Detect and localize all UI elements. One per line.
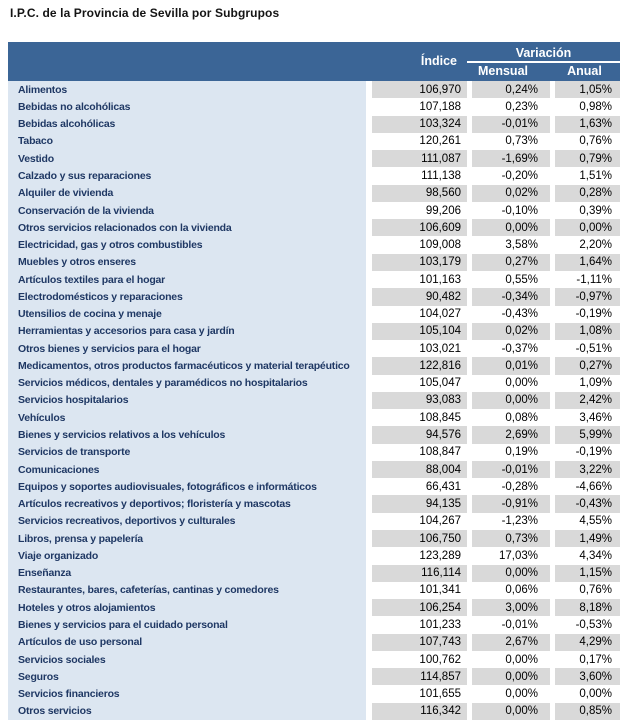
row-label: Servicios hospitalarios [8, 392, 366, 409]
row-mensual: 0,02% [472, 185, 550, 202]
row-anual: 1,05% [555, 81, 620, 98]
row-indice: 66,431 [372, 478, 467, 495]
row-label: Restaurantes, bares, cafeterías, cantinas y comedores [8, 582, 366, 599]
row-label: Libros, prensa y papelería [8, 530, 366, 547]
row-label: Servicios médicos, dentales y paramédicos no hospitalarios [8, 375, 366, 392]
table-row [8, 599, 620, 616]
row-mensual: -0,34% [472, 288, 550, 305]
row-mensual: -1,23% [472, 513, 550, 530]
table-row [8, 375, 620, 392]
table-row [8, 98, 620, 115]
row-mensual: 0,00% [472, 219, 550, 236]
row-indice: 98,560 [372, 185, 467, 202]
row-indice: 108,847 [372, 444, 467, 461]
table-row [8, 236, 620, 253]
row-indice: 103,021 [372, 340, 467, 357]
table-row [8, 306, 620, 323]
row-label: Otros bienes y servicios para el hogar [8, 340, 366, 357]
table-row [8, 219, 620, 236]
row-label: Muebles y otros enseres [8, 254, 366, 271]
table-row [8, 167, 620, 184]
row-label: Servicios recreativos, deportivos y culturales [8, 513, 366, 530]
row-indice: 90,482 [372, 288, 467, 305]
row-mensual: 0,73% [472, 133, 550, 150]
row-mensual: -0,10% [472, 202, 550, 219]
header-variacion-label: Variación [467, 45, 620, 63]
row-indice: 111,138 [372, 167, 467, 184]
table-row [8, 271, 620, 288]
ipc-table [8, 42, 620, 720]
row-label: Otros servicios [8, 703, 366, 720]
row-indice: 88,004 [372, 461, 467, 478]
row-label: Alquiler de vivienda [8, 185, 366, 202]
row-indice: 105,104 [372, 323, 467, 340]
row-anual: 1,15% [555, 565, 620, 582]
row-anual: 0,00% [555, 685, 620, 702]
row-anual: 1,64% [555, 254, 620, 271]
row-anual: 0,39% [555, 202, 620, 219]
row-label: Artículos textiles para el hogar [8, 271, 366, 288]
row-indice: 94,135 [372, 495, 467, 512]
table-row [8, 703, 620, 720]
row-label: Hoteles y otros alojamientos [8, 599, 366, 616]
row-indice: 116,114 [372, 565, 467, 582]
row-mensual: 0,19% [472, 444, 550, 461]
row-label: Servicios de transporte [8, 444, 366, 461]
row-label: Calzado y sus reparaciones [8, 167, 366, 184]
row-label: Vehículos [8, 409, 366, 426]
row-mensual: 0,55% [472, 271, 550, 288]
row-label: Servicios sociales [8, 651, 366, 668]
row-label: Equipos y soportes audiovisuales, fotográficos e informáticos [8, 478, 366, 495]
table-row [8, 81, 620, 98]
row-indice: 103,179 [372, 254, 467, 271]
row-mensual: 2,67% [472, 634, 550, 651]
row-anual: 1,09% [555, 375, 620, 392]
table-row [8, 116, 620, 133]
row-anual: -0,53% [555, 616, 620, 633]
row-anual: 3,60% [555, 668, 620, 685]
row-anual: 4,34% [555, 547, 620, 564]
row-indice: 106,970 [372, 81, 467, 98]
row-mensual: -0,37% [472, 340, 550, 357]
row-indice: 105,047 [372, 375, 467, 392]
row-indice: 123,289 [372, 547, 467, 564]
row-label: Servicios financieros [8, 685, 366, 702]
row-anual: -0,51% [555, 340, 620, 357]
table-row [8, 616, 620, 633]
row-label: Bebidas no alcohólicas [8, 98, 366, 115]
row-anual: 1,63% [555, 116, 620, 133]
row-label: Alimentos [8, 81, 366, 98]
row-anual: 0,98% [555, 98, 620, 115]
row-mensual: -0,20% [472, 167, 550, 184]
row-anual: 0,79% [555, 150, 620, 167]
row-anual: 5,99% [555, 426, 620, 443]
table-row [8, 392, 620, 409]
table-row [8, 495, 620, 512]
row-mensual: 0,08% [472, 409, 550, 426]
row-mensual: -0,28% [472, 478, 550, 495]
row-anual: 0,00% [555, 219, 620, 236]
table-body [8, 81, 620, 720]
table-row [8, 478, 620, 495]
row-indice: 109,008 [372, 236, 467, 253]
table-row [8, 323, 620, 340]
row-mensual: -0,43% [472, 306, 550, 323]
table-row [8, 651, 620, 668]
row-mensual: 0,00% [472, 392, 550, 409]
row-mensual: 0,27% [472, 254, 550, 271]
row-indice: 101,655 [372, 685, 467, 702]
row-label: Electrodomésticos y reparaciones [8, 288, 366, 305]
row-anual: -0,97% [555, 288, 620, 305]
row-anual: 2,20% [555, 236, 620, 253]
table-row [8, 444, 620, 461]
header-indice-label: Índice [420, 54, 457, 68]
header-anual-label: Anual [567, 64, 602, 78]
row-mensual: 0,00% [472, 668, 550, 685]
row-label: Seguros [8, 668, 366, 685]
table-row [8, 254, 620, 271]
table-header [8, 42, 620, 81]
table-row [8, 685, 620, 702]
row-indice: 104,027 [372, 306, 467, 323]
row-mensual: 3,00% [472, 599, 550, 616]
row-mensual: 3,58% [472, 236, 550, 253]
row-mensual: 0,06% [472, 582, 550, 599]
row-label: Tabaco [8, 133, 366, 150]
row-anual: 8,18% [555, 599, 620, 616]
row-anual: -0,19% [555, 306, 620, 323]
row-label: Conservación de la vivienda [8, 202, 366, 219]
row-anual: 4,55% [555, 513, 620, 530]
row-label: Otros servicios relacionados con la vivienda [8, 219, 366, 236]
row-label: Herramientas y accesorios para casa y jardín [8, 323, 366, 340]
table-row [8, 288, 620, 305]
row-indice: 108,845 [372, 409, 467, 426]
row-label: Vestido [8, 150, 366, 167]
row-indice: 107,188 [372, 98, 467, 115]
row-indice: 100,762 [372, 651, 467, 668]
table-row [8, 357, 620, 374]
row-indice: 101,341 [372, 582, 467, 599]
row-mensual: 0,00% [472, 565, 550, 582]
row-label: Bebidas alcohólicas [8, 116, 366, 133]
table-row [8, 426, 620, 443]
table-row [8, 634, 620, 651]
table-row [8, 565, 620, 582]
table-row [8, 530, 620, 547]
row-mensual: 0,24% [472, 81, 550, 98]
row-anual: 3,22% [555, 461, 620, 478]
table-row [8, 668, 620, 685]
row-label: Artículos de uso personal [8, 634, 366, 651]
row-mensual: 0,02% [472, 323, 550, 340]
row-indice: 101,233 [372, 616, 467, 633]
row-indice: 94,576 [372, 426, 467, 443]
row-anual: 0,76% [555, 133, 620, 150]
row-mensual: -0,01% [472, 616, 550, 633]
row-anual: 0,17% [555, 651, 620, 668]
row-mensual: 0,23% [472, 98, 550, 115]
row-anual: 0,27% [555, 357, 620, 374]
row-mensual: 0,00% [472, 703, 550, 720]
row-label: Medicamentos, otros productos farmacéuticos y material terapéutico [8, 357, 366, 374]
row-anual: 1,51% [555, 167, 620, 184]
row-indice: 106,609 [372, 219, 467, 236]
row-anual: 0,28% [555, 185, 620, 202]
row-anual: 3,46% [555, 409, 620, 426]
table-row [8, 461, 620, 478]
row-indice: 104,267 [372, 513, 467, 530]
table-row [8, 513, 620, 530]
table-row [8, 547, 620, 564]
row-anual: 0,85% [555, 703, 620, 720]
row-indice: 120,261 [372, 133, 467, 150]
table-row [8, 340, 620, 357]
row-label: Utensilios de cocina y menaje [8, 306, 366, 323]
page-title: I.P.C. de la Provincia de Sevilla por Subgrupos [10, 6, 280, 20]
row-label: Enseñanza [8, 565, 366, 582]
row-anual: -1,11% [555, 271, 620, 288]
header-mensual-label: Mensual [477, 64, 528, 78]
row-anual: 4,29% [555, 634, 620, 651]
row-indice: 99,206 [372, 202, 467, 219]
row-mensual: -1,69% [472, 150, 550, 167]
row-indice: 93,083 [372, 392, 467, 409]
row-label: Comunicaciones [8, 461, 366, 478]
table-row [8, 150, 620, 167]
row-mensual: 0,00% [472, 651, 550, 668]
row-indice: 114,857 [372, 668, 467, 685]
row-mensual: 17,03% [472, 547, 550, 564]
row-indice: 106,254 [372, 599, 467, 616]
row-label: Bienes y servicios para el cuidado personal [8, 616, 366, 633]
table-row [8, 582, 620, 599]
row-anual: 1,49% [555, 530, 620, 547]
row-mensual: 0,73% [472, 530, 550, 547]
row-mensual: 2,69% [472, 426, 550, 443]
table-row [8, 202, 620, 219]
row-indice: 106,750 [372, 530, 467, 547]
row-indice: 111,087 [372, 150, 467, 167]
row-anual: -4,66% [555, 478, 620, 495]
row-mensual: 0,00% [472, 375, 550, 392]
row-anual: 1,08% [555, 323, 620, 340]
row-indice: 122,816 [372, 357, 467, 374]
row-indice: 103,324 [372, 116, 467, 133]
table-row [8, 409, 620, 426]
row-anual: -0,19% [555, 444, 620, 461]
row-anual: 2,42% [555, 392, 620, 409]
row-label: Artículos recreativos y deportivos; floristería y mascotas [8, 495, 366, 512]
row-indice: 107,743 [372, 634, 467, 651]
row-mensual: -0,01% [472, 461, 550, 478]
row-indice: 101,163 [372, 271, 467, 288]
row-mensual: 0,01% [472, 357, 550, 374]
row-mensual: 0,00% [472, 685, 550, 702]
row-label: Electricidad, gas y otros combustibles [8, 236, 366, 253]
row-label: Viaje organizado [8, 547, 366, 564]
table-row [8, 185, 620, 202]
row-anual: -0,43% [555, 495, 620, 512]
row-indice: 116,342 [372, 703, 467, 720]
row-anual: 0,76% [555, 582, 620, 599]
table-row [8, 133, 620, 150]
row-label: Bienes y servicios relativos a los vehículos [8, 426, 366, 443]
row-mensual: -0,91% [472, 495, 550, 512]
row-mensual: -0,01% [472, 116, 550, 133]
